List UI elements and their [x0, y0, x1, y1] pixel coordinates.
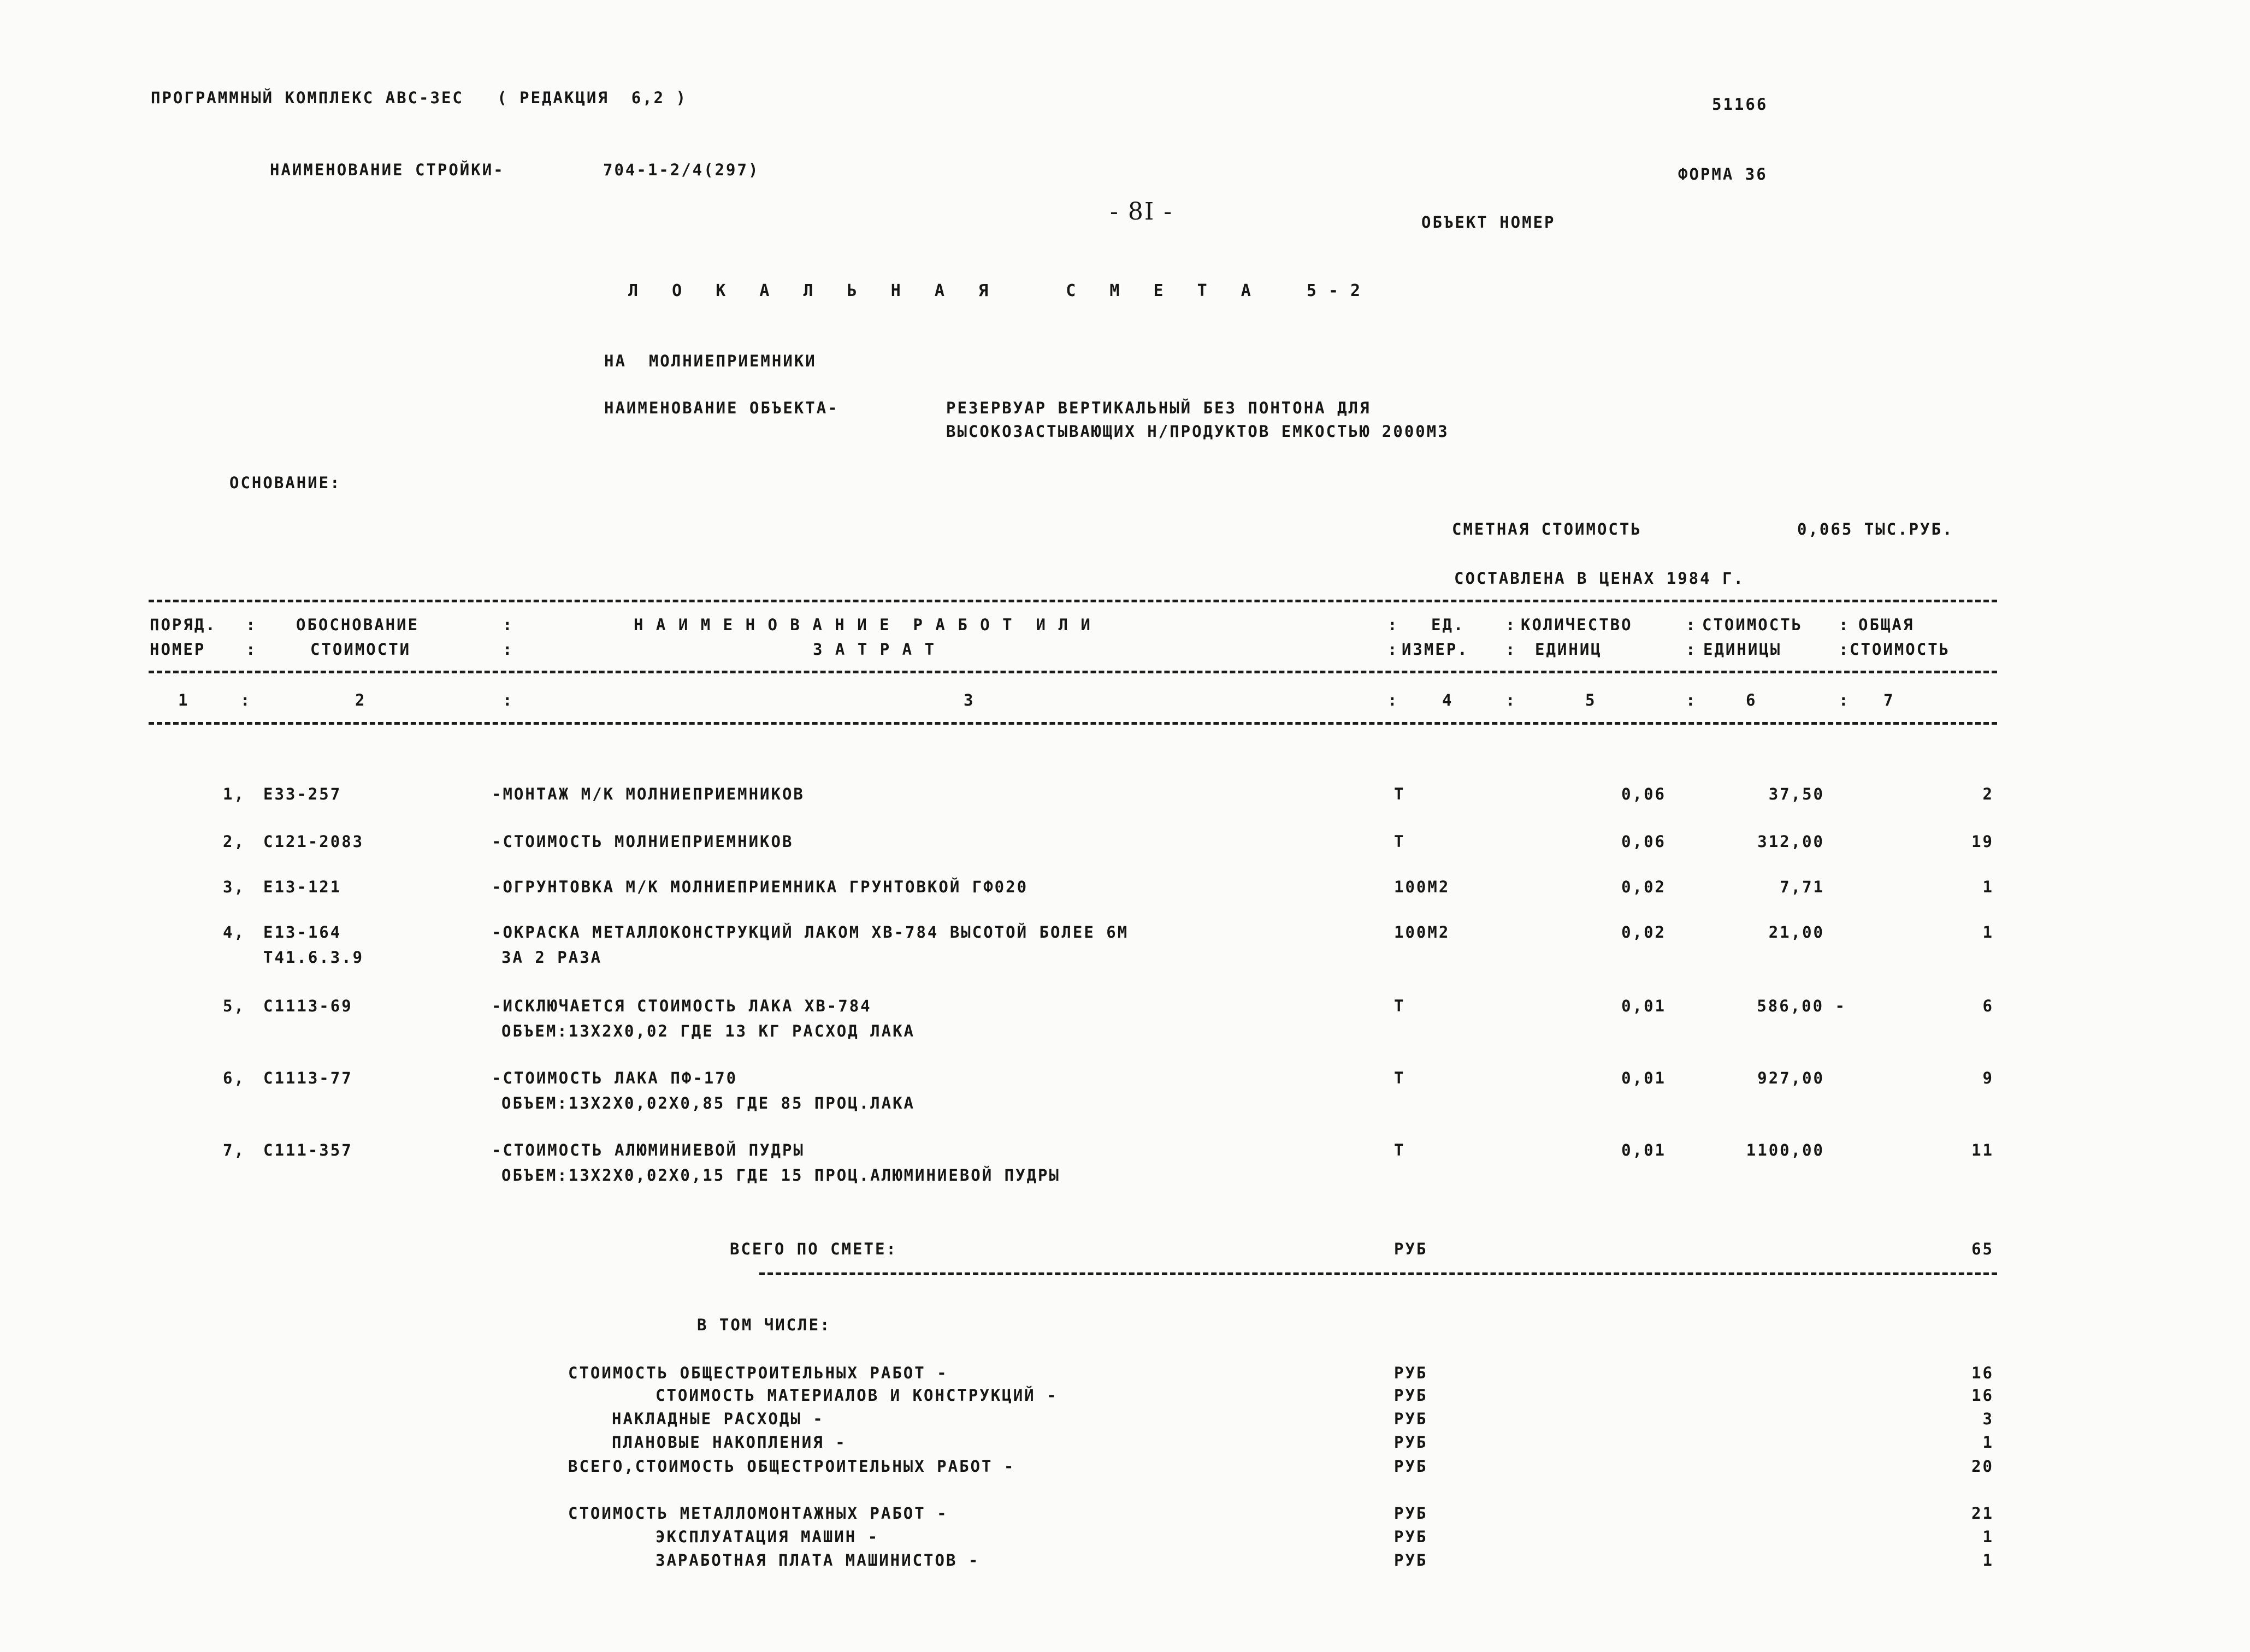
col1-header-line1: ПОРЯД. [150, 615, 217, 634]
col7-header-line2: СТОИМОСТЬ [1850, 640, 1951, 659]
row-total: 9 [1982, 1069, 1994, 1087]
summary-unit: РУБ [1394, 1457, 1428, 1476]
summary-value: 21 [1971, 1504, 1994, 1523]
form-number: ФОРМА 36 [1678, 165, 1768, 183]
col-sep: : [246, 640, 257, 659]
summary-label: ПЛАНОВЫЕ НАКОПЛЕНИЯ - [612, 1433, 847, 1452]
col-sep: : [1686, 615, 1697, 634]
col6-header-line1: СТОИМОСТЬ [1702, 615, 1803, 634]
table-rule-bottom [149, 722, 1997, 725]
row-unit: 100М2 [1394, 923, 1450, 942]
summary-value: 20 [1971, 1457, 1994, 1476]
object-line-1: РЕЗЕРВУАР ВЕРТИКАЛЬНЫЙ БЕЗ ПОНТОНА ДЛЯ [946, 399, 1371, 417]
summary-unit: РУБ [1394, 1386, 1428, 1405]
row-code: Е33-257 [263, 785, 342, 803]
row-name: -СТОИМОСТЬ АЛЮМИНИЕВОЙ ПУДРЫ [492, 1141, 805, 1159]
col2-header-line2: СТОИМОСТИ [310, 640, 411, 659]
object-number-label: ОБЪЕКТ НОМЕР [1421, 213, 1556, 232]
col-sep: : [1505, 615, 1517, 634]
row-unit: 100М2 [1394, 878, 1450, 896]
row-quantity: 0,02 [1621, 923, 1666, 942]
summary-label: НАКЛАДНЫЕ РАСХОДЫ - [612, 1410, 824, 1428]
row-unit: Т [1394, 1141, 1405, 1159]
row-number: 1, [223, 785, 245, 803]
summary-label: СТОИМОСТЬ МАТЕРИАЛОВ И КОНСТРУКЦИЙ - [655, 1386, 1058, 1405]
row-quantity: 0,01 [1621, 1141, 1666, 1159]
cost-label: СМЕТНАЯ СТОИМОСТЬ [1452, 520, 1642, 538]
col2-header-line1: ОБОСНОВАНИЕ [296, 615, 420, 634]
col-sep: : [503, 691, 514, 709]
row-total: 11 [1971, 1141, 1994, 1159]
col-sep: : [246, 615, 257, 634]
col-sep: : [1505, 640, 1517, 659]
col-sep: : [1387, 640, 1399, 659]
row-quantity: 0,01 [1621, 1069, 1666, 1087]
col-number-6: 6 [1746, 691, 1757, 709]
summary-unit: РУБ [1394, 1410, 1428, 1428]
row-unit: Т [1394, 785, 1405, 803]
summary-value: 1 [1982, 1527, 1994, 1546]
row-total: 19 [1971, 832, 1994, 851]
row-number: 6, [223, 1069, 245, 1087]
including-label: В ТОМ ЧИСЛЕ: [697, 1316, 831, 1334]
col-number-4: 4 [1442, 691, 1454, 709]
object-line-2: ВЫСОКОЗАСТЫВАЮЩИХ Н/ПРОДУКТОВ ЕМКОСТЬЮ 2000М3 [946, 422, 1449, 441]
summary-value: 3 [1982, 1410, 1994, 1428]
summary-label: СТОИМОСТЬ ОБЩЕСТРОИТЕЛЬНЫХ РАБОТ - [568, 1364, 948, 1382]
row-unit-price: 312,00 [1757, 832, 1824, 851]
col5-header-line2: ЕДИНИЦ [1535, 640, 1602, 659]
summary-unit: РУБ [1394, 1433, 1428, 1452]
row-name-continuation: ОБЪЕМ:13Х2Х0,02Х0,15 ГДЕ 15 ПРОЦ.АЛЮМИНИЕВОЙ ПУДРЫ [501, 1166, 1060, 1185]
summary-value: 1 [1982, 1551, 1994, 1570]
summary-unit: РУБ [1394, 1551, 1428, 1570]
row-name: -МОНТАЖ М/К МОЛНИЕПРИЕМНИКОВ [492, 785, 805, 803]
row-name: -СТОИМОСТЬ МОЛНИЕПРИЕМНИКОВ [492, 832, 794, 851]
total-unit: РУБ [1394, 1240, 1428, 1258]
row-quantity: 0,06 [1621, 832, 1666, 851]
line-name-value: 704-1-2/4(297) [603, 161, 760, 179]
col-sep: : [503, 615, 514, 634]
row-unit-price: 586,00 - [1757, 997, 1846, 1015]
col5-header-line1: КОЛИЧЕСТВО [1521, 615, 1633, 634]
col-sep: : [1387, 615, 1399, 634]
summary-value: 16 [1971, 1364, 1994, 1382]
col6-header-line2: ЕДИНИЦЫ [1703, 640, 1782, 659]
col7-header-line1: ОБЩАЯ [1858, 615, 1915, 634]
row-total: 2 [1982, 785, 1994, 803]
cost-value: 0,065 ТЫС.РУБ. [1797, 520, 1954, 538]
row-unit: Т [1394, 832, 1405, 851]
object-label: НАИМЕНОВАНИЕ ОБЪЕКТА- [604, 399, 839, 417]
table-rule-top [149, 600, 1997, 602]
col-number-7: 7 [1883, 691, 1895, 709]
summary-label: ЭКСПЛУАТАЦИЯ МАШИН - [655, 1527, 879, 1546]
row-code: С1113-69 [263, 997, 353, 1015]
summary-label: ВСЕГО,СТОИМОСТЬ ОБЩЕСТРОИТЕЛЬНЫХ РАБОТ - [568, 1457, 1015, 1476]
estimate-subject: НА МОЛНИЕПРИЕМНИКИ [604, 352, 817, 370]
row-quantity: 0,06 [1621, 785, 1666, 803]
row-name: -ОКРАСКА МЕТАЛЛОКОНСТРУКЦИЙ ЛАКОМ ХВ-784 ВЫСОТОЙ БОЛЕЕ 6М [492, 923, 1129, 942]
row-name: -ОГРУНТОВКА М/К МОЛНИЕПРИЕМНИКА ГРУНТОВКОЙ ГФ020 [492, 878, 1029, 896]
col-number-3: 3 [964, 691, 975, 709]
summary-label: СТОИМОСТЬ МЕТАЛЛОМОНТАЖНЫХ РАБОТ - [568, 1504, 948, 1523]
col4-header-line1: ЕД. [1431, 615, 1465, 634]
col1-header-line2: НОМЕР [150, 640, 206, 659]
row-unit: Т [1394, 997, 1405, 1015]
row-code: С1113-77 [263, 1069, 353, 1087]
col-sep: : [1505, 691, 1517, 709]
col-number-2: 2 [355, 691, 367, 709]
total-value: 65 [1971, 1240, 1994, 1258]
row-code: С121-2083 [263, 832, 364, 851]
row-name-continuation: ОБЪЕМ:13Х2Х0,02Х0,85 ГДЕ 85 ПРОЦ.ЛАКА [501, 1094, 916, 1112]
summary-unit: РУБ [1394, 1504, 1428, 1523]
row-name: -ИСКЛЮЧАЕТСЯ СТОИМОСТЬ ЛАКА ХВ-784 [492, 997, 872, 1015]
row-unit-price: 21,00 [1768, 923, 1824, 942]
row-code: С111-357 [263, 1141, 353, 1159]
summary-value: 16 [1971, 1386, 1994, 1405]
row-name-continuation: ЗА 2 РАЗА [501, 948, 603, 967]
page-number: - 8I - [1110, 198, 1173, 226]
document-title: Л О К А Л Ь Н А Я С М Е Т А 5-2 [628, 281, 1373, 300]
row-number: 7, [223, 1141, 245, 1159]
col-sep: : [503, 640, 514, 659]
row-name: -СТОИМОСТЬ ЛАКА ПФ-170 [492, 1069, 738, 1087]
col3-header-line2: З А Т Р А Т [813, 640, 936, 659]
row-number: 5, [223, 997, 245, 1015]
col-sep: : [1387, 691, 1399, 709]
row-unit-price: 7,71 [1780, 878, 1824, 896]
col-sep: : [1686, 640, 1697, 659]
summary-label: ЗАРАБОТНАЯ ПЛАТА МАШИНИСТОВ - [655, 1551, 980, 1570]
row-quantity: 0,02 [1621, 878, 1666, 896]
col-sep: : [1839, 640, 1850, 659]
row-unit: Т [1394, 1069, 1405, 1087]
col-sep: : [1839, 615, 1850, 634]
basis-label: ОСНОВАНИЕ: [229, 473, 341, 492]
col-sep: : [1686, 691, 1697, 709]
program-header: ПРОГРАММНЫЙ КОМПЛЕКС АВС-ЗЕС ( РЕДАКЦИЯ 6,2 ) [151, 88, 688, 107]
row-unit-price: 927,00 [1757, 1069, 1824, 1087]
col-number-5: 5 [1585, 691, 1597, 709]
row-code: Е13-164 [263, 923, 342, 942]
row-code: Е13-121 [263, 878, 342, 896]
row-unit-price: 1100,00 [1746, 1141, 1824, 1159]
summary-unit: РУБ [1394, 1364, 1428, 1382]
summary-unit: РУБ [1394, 1527, 1428, 1546]
row-number: 3, [223, 878, 245, 896]
doc-number: 51166 [1712, 95, 1768, 114]
row-quantity: 0,01 [1621, 997, 1666, 1015]
col4-header-line2: ИЗМЕР. [1402, 640, 1469, 659]
total-label: ВСЕГО ПО СМЕТЕ: [730, 1240, 897, 1258]
row-number: 4, [223, 923, 245, 942]
row-name-continuation: ОБЪЕМ:13Х2Х0,02 ГДЕ 13 КГ РАСХОД ЛАКА [501, 1022, 916, 1040]
total-rule [759, 1272, 1997, 1275]
table-rule-mid [149, 671, 1997, 673]
row-unit-price: 37,50 [1768, 785, 1824, 803]
col-sep: : [240, 691, 252, 709]
col-number-1: 1 [178, 691, 190, 709]
row-total: 1 [1982, 923, 1994, 942]
col3-header-line1: Н А И М Е Н О В А Н И Е Р А Б О Т И Л И [634, 615, 1092, 634]
row-total: 1 [1982, 878, 1994, 896]
col-sep: : [1839, 691, 1850, 709]
row-number: 2, [223, 832, 245, 851]
row-total: 6 [1982, 997, 1994, 1015]
line-name-label: НАИМЕНОВАНИЕ СТРОЙКИ- [270, 161, 505, 179]
summary-value: 1 [1982, 1433, 1994, 1452]
price-basis: СОСТАВЛЕНА В ЦЕНАХ 1984 Г. [1454, 569, 1745, 588]
row-code-secondary: Т41.6.3.9 [263, 948, 364, 967]
